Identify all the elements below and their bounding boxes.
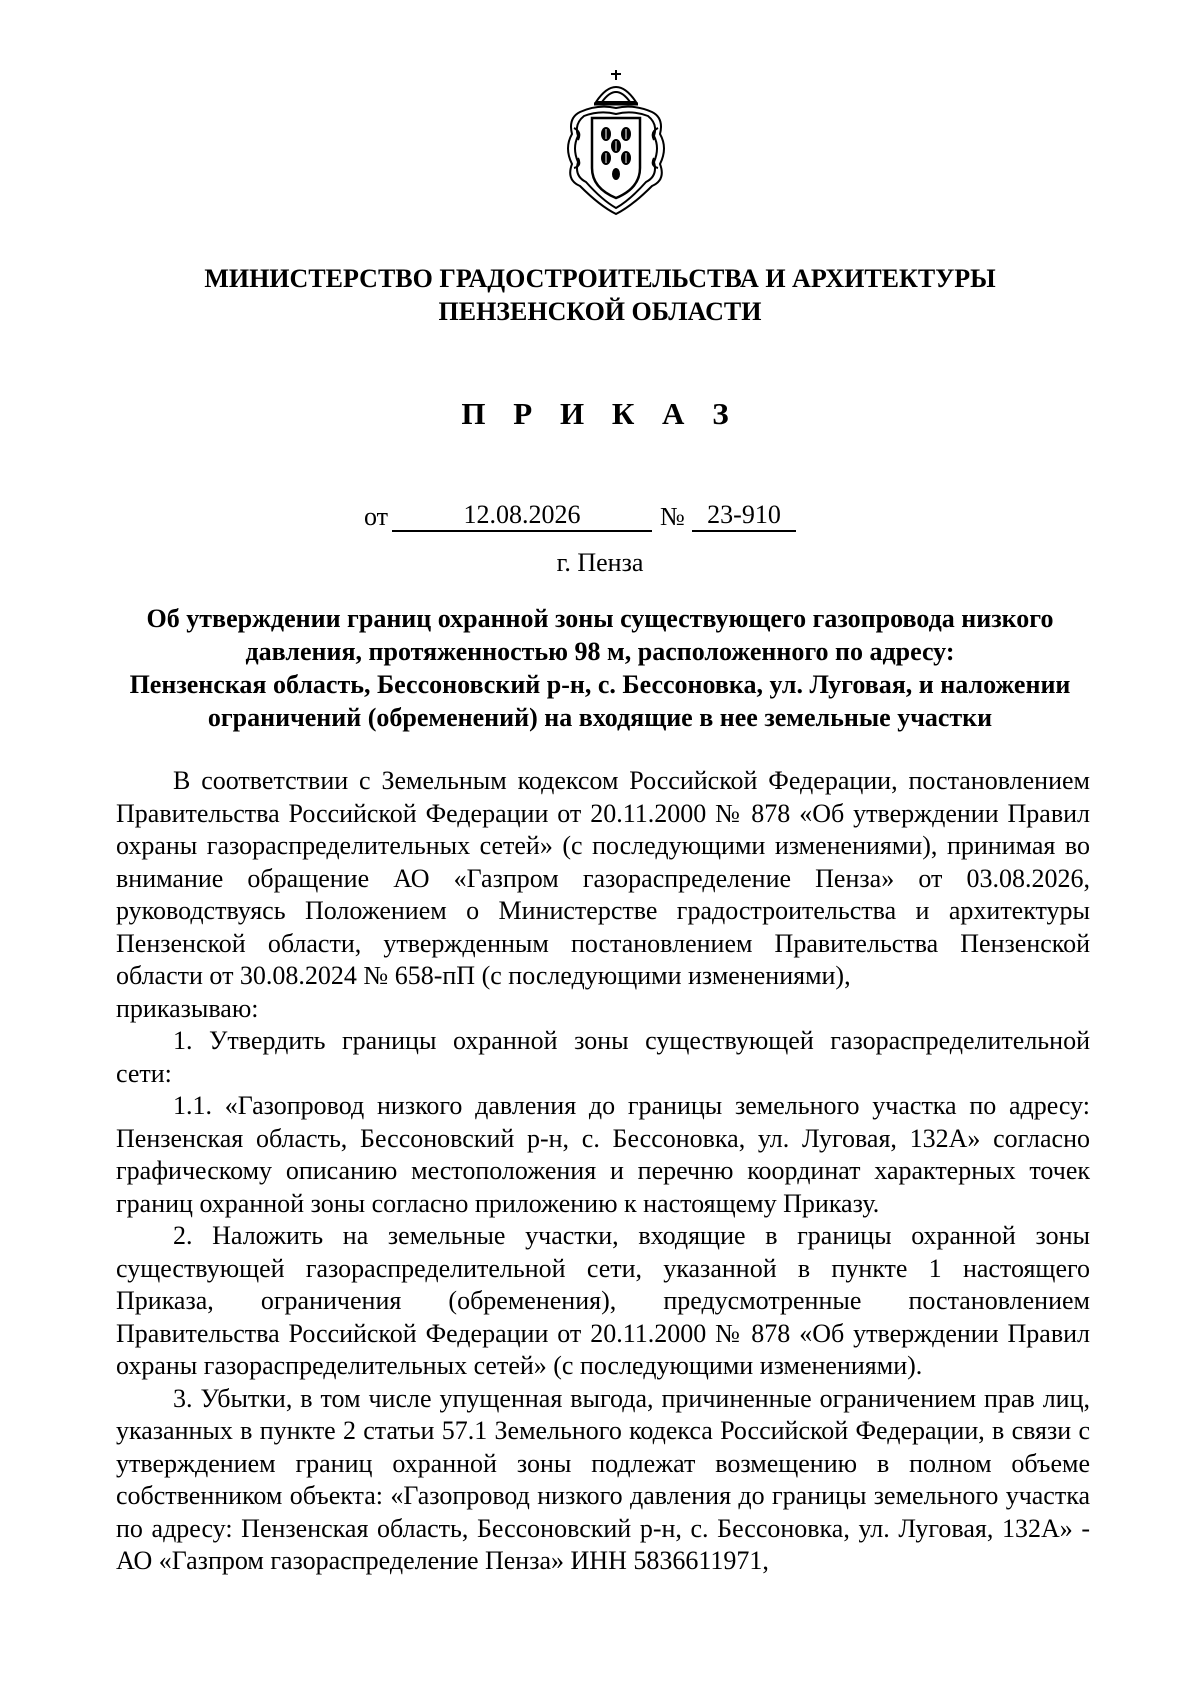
order-subject bbox=[120, 602, 1080, 734]
document-type: П Р И К А З bbox=[461, 396, 739, 431]
body-paragraph-1: 1. Утвердить границы охранной зоны существующей газораспределительной сети: bbox=[116, 1026, 1090, 1088]
subject-line-3: Пензенская область, Бессоновский р-н, с. Бессоновка, ул. Луговая, и наложении bbox=[129, 670, 1071, 699]
ministry-name bbox=[150, 262, 1050, 328]
ministry-name-line-1: МИНИСТЕРСТВО ГРАДОСТРОИТЕЛЬСТВА И АРХИТЕКТУРЫ bbox=[204, 264, 996, 293]
order-date: 12.08.2026 bbox=[392, 500, 652, 532]
subject-line-1: Об утверждении границ охранной зоны существующего газопровода низкого bbox=[146, 604, 1054, 633]
city: г. Пенза bbox=[556, 548, 644, 577]
subject-line-2: давления, протяженностью 98 м, расположенного по адресу: bbox=[245, 637, 955, 666]
number-label: № bbox=[660, 502, 685, 531]
order-date-number-row bbox=[0, 500, 1200, 540]
body-paragraph-1-1: 1.1. «Газопровод низкого давления до границы земельного участка по адресу: Пензенская область, Бессоновский р-н, с. Бессоновка, ул. Луговая, 132А» согласно графическому описанию местоположения и перечню координат характерных точек границ охранной зоны согласно приложению к настоящему Приказу. bbox=[116, 1091, 1090, 1218]
body-paragraph-3: 3. Убытки, в том числе упущенная выгода, причиненные ограничением прав лиц, указанных в пункте 2 статьи 57.1 Земельного кодекса Российской Федерации, в связи с утверждением границ охранной зоны подлежат возмещению в полном объеме собственником объекта: «Газопровод низкого давления до границы земельного участка по адресу: Пензенская область, Бессоновский р-н, с. Бессоновка, ул. Луговая, 132А» - АО «Газпром газораспределение Пенза» ИНН 5836611971, bbox=[116, 1383, 1090, 1575]
ministry-name-line-2: ПЕНЗЕНСКОЙ ОБЛАСТИ bbox=[438, 297, 762, 326]
body-paragraph-preamble: В соответствии с Земельным кодексом Российской Федерации, постановлением Правительства Российской Федерации от 20.11.2000 № 878 «Об утверждении Правил охраны газораспределительных сетей» (с последующими изменениями), принимая во внимание обращение АО «Газпром газораспределение Пенза» от 03.08.2026, руководствуясь Положением о Министерстве градостроительства и архитектуры Пензенской области, утвержденным постановлением Правительства Пензенской области от 30.08.2024 № 658-пП (с последующими изменениями), bbox=[116, 766, 1090, 990]
subject-line-4: ограничений (обременений) на входящие в нее земельные участки bbox=[207, 703, 993, 732]
order-body bbox=[116, 765, 1090, 1578]
body-paragraph-2: 2. Наложить на земельные участки, входящие в границы охранной зоны существующей газораспределительной сети, указанной в пункте 1 настоящего Приказа, ограничения (обременения), предусмотренные постановлением Правительства Российской Федерации от 20.11.2000 № 878 «Об утверждении Правил охраны газораспределительных сетей» (с последующими изменениями). bbox=[116, 1221, 1090, 1380]
date-label: от bbox=[364, 502, 389, 531]
penza-region-coat-of-arms-icon bbox=[560, 68, 672, 216]
order-number: 23-910 bbox=[692, 500, 796, 532]
body-order-word: приказываю: bbox=[116, 993, 259, 1023]
